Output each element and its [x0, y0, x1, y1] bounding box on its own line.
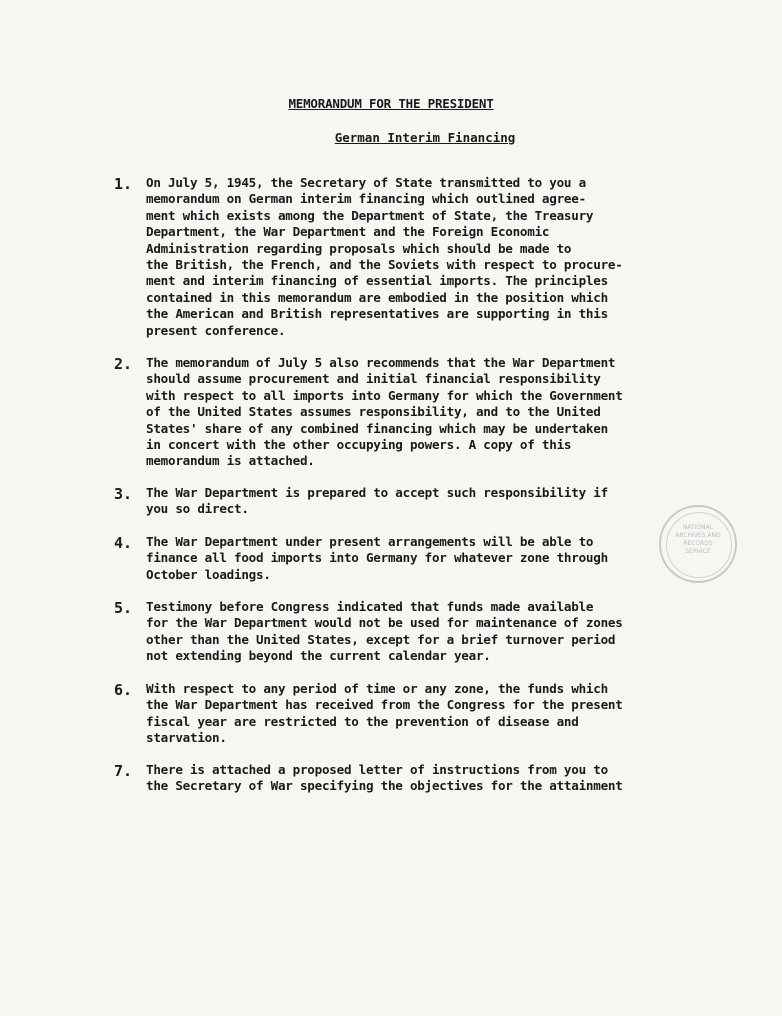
paragraph-number: 4.	[114, 534, 133, 552]
paragraph-7	[114, 762, 674, 795]
paragraph-number: 3.	[114, 485, 133, 503]
archive-stamp	[659, 505, 737, 583]
paragraph-1	[114, 175, 674, 339]
paragraph-text: With respect to any period of time or any zone, the funds which the War Department has received from the Congress for the present fiscal year are restricted to the prevention of disease and starvation.	[146, 681, 623, 746]
paragraph-text: On July 5, 1945, the Secretary of State transmitted to you a memorandum on German interim financing which outlined agree- ment which exists among the Department of State, the Treasury Department, the War Department and the Foreign Economic Administration regarding proposals which should be made to the British, the French, and the Soviets with respect to procure- ment and interim financing of essential imports. The principles contained in this memorandum are embodied in the position which the American and British representatives are supporting in this present conference.	[146, 175, 623, 338]
archive-stamp-line: SERVICE	[685, 548, 711, 555]
paragraph-text: Testimony before Congress indicated that funds made available for the War Department would not be used for maintenance of zones other than the United States, except for a brief turnover period not extending beyond the current calendar year.	[146, 599, 623, 664]
paragraph-2	[114, 355, 674, 470]
memo-title: MEMORANDUM FOR THE PRESIDENT	[288, 96, 494, 111]
paragraph-5	[114, 599, 674, 665]
archive-stamp-line: ARCHIVES AND	[675, 532, 721, 539]
memo-subtitle: German Interim Financing	[334, 130, 516, 145]
paragraph-3	[114, 485, 674, 518]
paragraph-6	[114, 681, 674, 747]
paragraph-text: There is attached a proposed letter of instructions from you to the Secretary of War specifying the objectives for the attainment	[146, 762, 623, 794]
archive-stamp-line: RECORDS	[683, 540, 713, 547]
paragraph-text: The memorandum of July 5 also recommends that the War Department should assume procurement and initial financial responsibility with respect to all imports into Germany for which the Government of the United States assumes responsibility, and to the United States' share of any combined financing which may be undertaken in concert with the other occupying powers. A copy of this memorandum is attached.	[146, 355, 623, 469]
paragraph-number: 5.	[114, 599, 133, 617]
paragraph-number: 2.	[114, 355, 133, 373]
paragraph-number: 6.	[114, 681, 133, 699]
paragraph-4	[114, 534, 674, 583]
paragraph-number: 7.	[114, 762, 133, 780]
paragraph-number: 1.	[114, 175, 133, 193]
archive-stamp-line: NATIONAL	[682, 524, 714, 531]
paragraph-text: The War Department is prepared to accept such responsibility if you so direct.	[146, 485, 608, 517]
paragraph-text: The War Department under present arrangements will be able to finance all food imports into Germany for whatever zone through October loadings.	[146, 534, 608, 582]
